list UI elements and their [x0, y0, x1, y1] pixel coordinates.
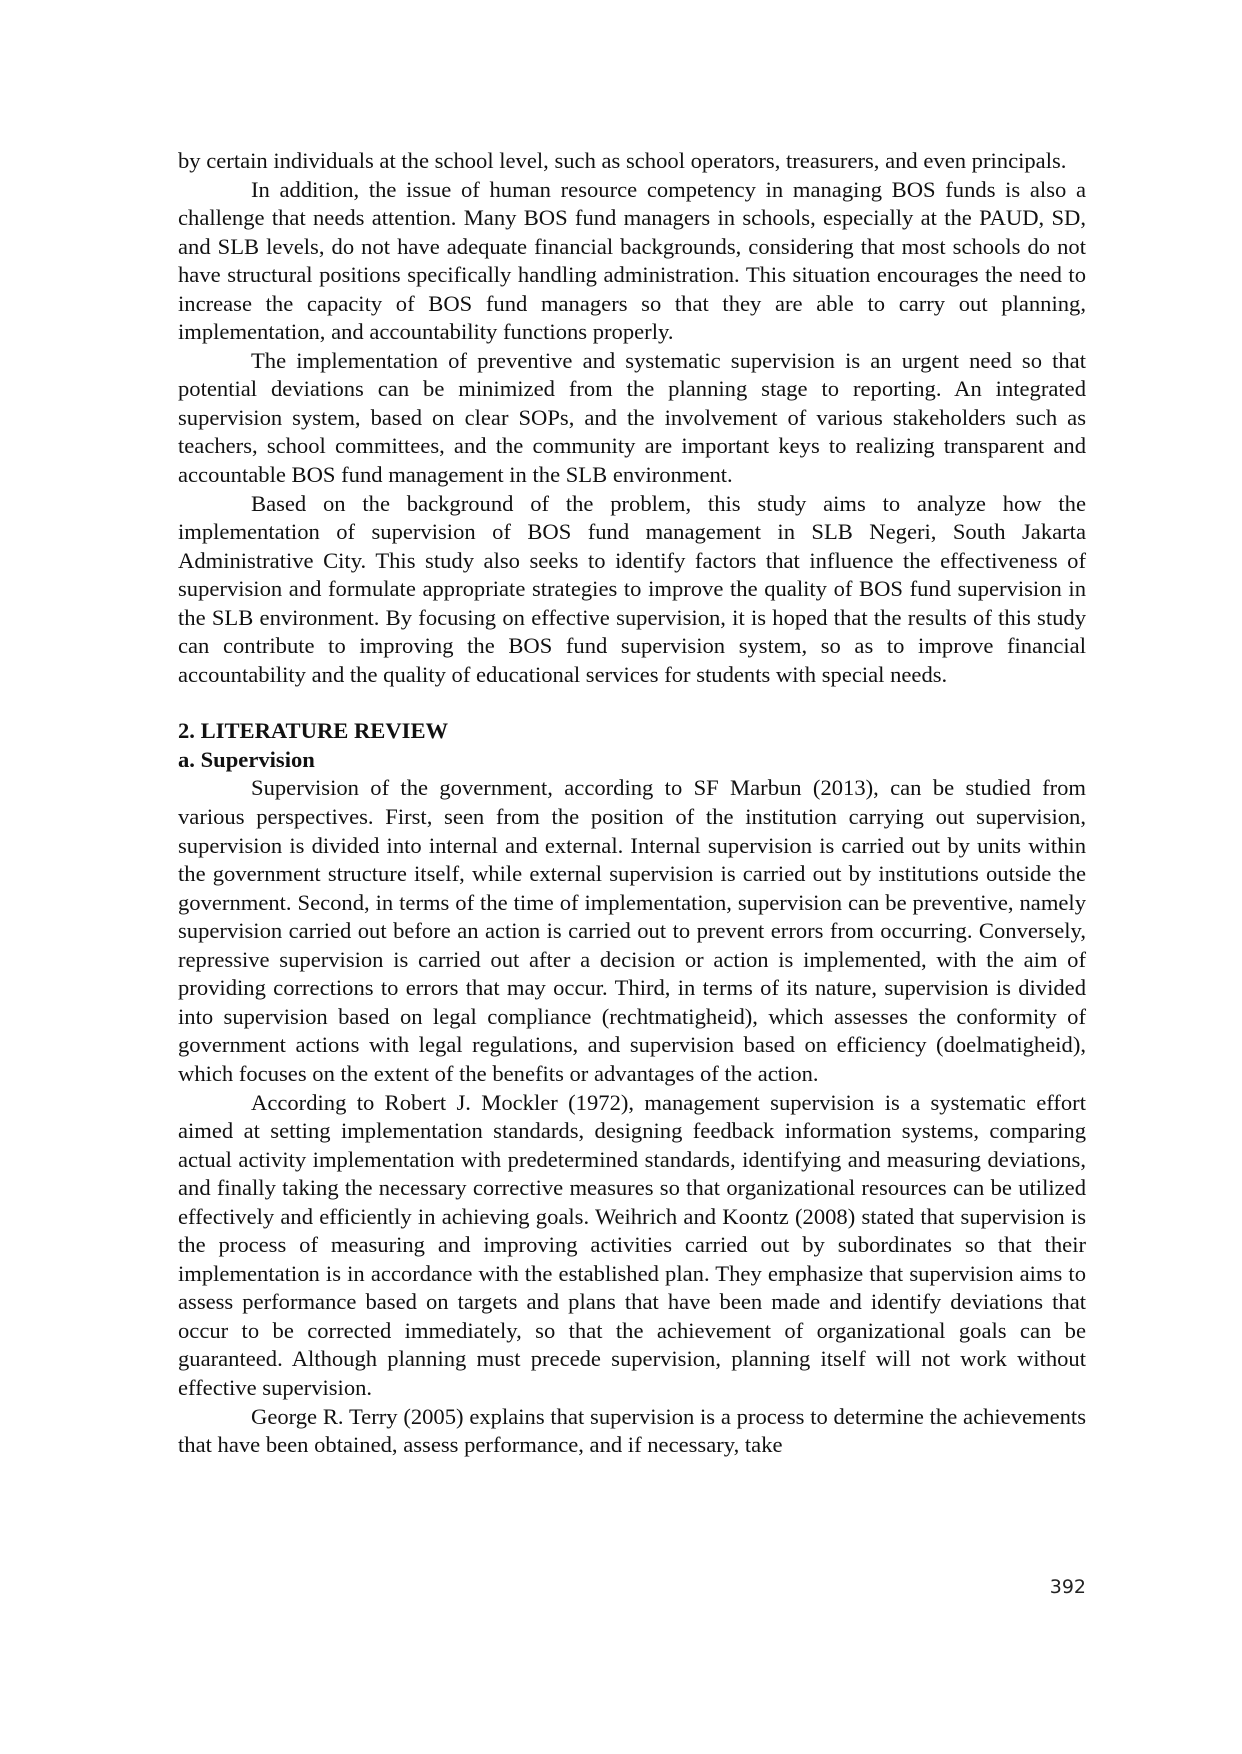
paragraph-terry: George R. Terry (2005) explains that supervision is a process to determine the achievements that have been obtained, assess performance, and if necessary, take	[178, 1403, 1086, 1458]
paragraph-continuation: by certain individuals at the school level, such as school operators, treasurers, and even principals.	[178, 148, 1067, 173]
body-text	[178, 147, 1086, 1460]
paragraph-hr-competency: In addition, the issue of human resource competency in managing BOS funds is also a challenge that needs attention. Many BOS fund managers in schools, especially at the PAUD, SD, and SLB levels, do not have adequate financial backgrounds, considering that most schools do not have structural positions specifically handling administration. This situation encourages the need to increase the capacity of BOS fund managers so that they are able to carry out planning, implementation, and accountability functions properly.	[178, 176, 1086, 345]
subsection-heading: a. Supervision	[178, 746, 315, 772]
paragraph-study-aims: Based on the background of the problem, this study aims to analyze how the implementation of supervision of BOS fund management in SLB Negeri, South Jakarta Administrative City. This study also seeks to identify factors that influence the effectiveness of supervision and formulate appropriate strategies to improve the quality of BOS fund supervision in the SLB environment. By focusing on effective supervision, it is hoped that the results of this study can contribute to improving the BOS fund supervision system, so as to improve financial accountability and the quality of educational services for students with special needs.	[178, 490, 1086, 687]
paragraph-mockler: According to Robert J. Mockler (1972), management supervision is a systematic effort aimed at setting implementation standards, designing feedback information systems, comparing actual activity implementation with predetermined standards, identifying and measuring deviations, and finally taking the necessary corrective measures so that organizational resources can be utilized effectively and efficiently in achieving goals. Weihrich and Koontz (2008) stated that supervision is the process of measuring and improving activities carried out by subordinates so that their implementation is in accordance with the established plan. They emphasize that supervision aims to assess performance based on targets and plans that have been made and identify deviations that occur to be corrected immediately, so that the achievement of organizational goals can be guaranteed. Although planning must precede supervision, planning itself will not work without effective supervision.	[178, 1089, 1086, 1400]
section-heading: 2. LITERATURE REVIEW	[178, 718, 449, 744]
paragraph-marbun: Supervision of the government, according to SF Marbun (2013), can be studied from various perspectives. First, seen from the position of the institution carrying out supervision, supervision is divided into internal and external. Internal supervision is carried out by units within the government structure itself, while external supervision is carried out by institutions outside the government. Second, in terms of the time of implementation, supervision can be preventive, namely supervision carried out before an action is carried out to prevent errors from occurring. Conversely, repressive supervision is carried out after a decision or action is implemented, with the aim of providing corrections to errors that may occur. Third, in terms of its nature, supervision is divided into supervision based on legal compliance (rechtmatigheid), which assesses the conformity of government actions with legal regulations, and supervision based on efficiency (doelmatigheid), which focuses on the extent of the benefits or advantages of the action.	[178, 775, 1086, 1086]
page-number: 392	[1049, 1576, 1086, 1598]
paragraph-preventive-supervision: The implementation of preventive and systematic supervision is an urgent need so that potential deviations can be minimized from the planning stage to reporting. An integrated supervision system, based on clear SOPs, and the involvement of various stakeholders such as teachers, school committees, and the community are important keys to realizing transparent and accountable BOS fund management in the SLB environment.	[178, 347, 1086, 488]
